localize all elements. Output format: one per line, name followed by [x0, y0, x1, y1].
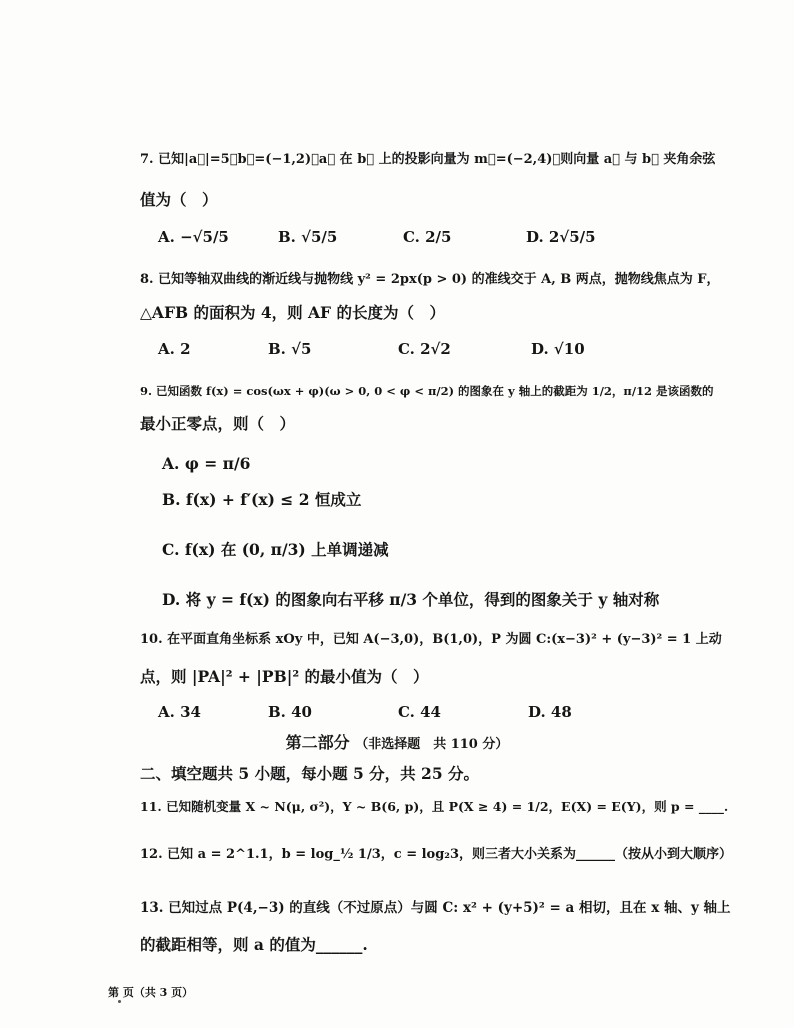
question-9-line-2: 最小正零点，则（ ）: [140, 414, 296, 433]
question-11: 11. 已知随机变量 X ~ N(μ, σ²)，Y ~ B(6, p)，且 P(X ≥ 4) = 1/2，E(X) = E(Y)，则 p = ____.: [140, 799, 729, 814]
question-9-option-c: C. f(x) 在 (0, π/3) 上单调递减: [162, 540, 389, 559]
question-9-option-b: B. f(x) + f′(x) ≤ 2 恒成立: [162, 490, 362, 509]
question-10-option-b: B. 40: [268, 703, 312, 721]
question-7-option-d: D. 2√5/5: [526, 228, 596, 246]
question-9-option-d: D. 将 y = f(x) 的图象向右平移 π/3 个单位，得到的图象关于 y 轴对称: [162, 590, 660, 609]
question-7-line-2: 值为（ ）: [140, 190, 218, 209]
section-2-heading: 二、填空题共 5 小题，每小题 5 分，共 25 分。: [140, 764, 480, 783]
question-7-line-1: 7. 已知|a⃗|=5，b⃗=(−1,2)，a⃗ 在 b⃗ 上的投影向量为 m⃗=(−2,4)，则向量 a⃗ 与 b⃗ 夹角余弦: [140, 152, 716, 167]
page-footer: 第 页（共 3 页）: [108, 986, 194, 999]
question-13-line-2: 的截距相等，则 a 的值为______.: [140, 935, 368, 954]
question-7-option-b: B. √5/5: [278, 228, 338, 246]
question-8-line-2: △AFB 的面积为 4，则 AF 的长度为（ ）: [140, 303, 445, 322]
question-9-line-1: 9. 已知函数 f(x) = cos(ωx + φ)(ω > 0, 0 < φ < π/2) 的图象在 y 轴上的截距为 1/2，π/12 是该函数的: [140, 384, 714, 398]
question-7-option-c: C. 2/5: [403, 228, 452, 246]
question-8-options: [158, 340, 718, 366]
question-10-option-a: A. 34: [158, 703, 201, 721]
scan-speck: [118, 1000, 121, 1003]
question-10-line-1: 10. 在平面直角坐标系 xOy 中，已知 A(−3,0)，B(1,0)，P 为圆 C:(x−3)² + (y−3)² = 1 上动: [140, 632, 722, 647]
part-two-heading: [0, 730, 794, 753]
question-8-option-d: D. √10: [531, 340, 585, 358]
question-8-option-b: B. √5: [268, 340, 312, 358]
question-10-line-2: 点，则 |PA|² + |PB|² 的最小值为（ ）: [140, 667, 429, 686]
question-12: 12. 已知 a = 2^1.1，b = log_½ 1/3，c = log₂3，则三者大小关系为______（按从小到大顺序）: [140, 847, 733, 862]
question-8-option-c: C. 2√2: [398, 340, 451, 358]
question-8-line-1: 8. 已知等轴双曲线的渐近线与抛物线 y² = 2px(p > 0) 的准线交于 A, B 两点，抛物线焦点为 F，: [140, 272, 720, 287]
part-two-title: 第二部分: [285, 733, 350, 752]
question-8-option-a: A. 2: [158, 340, 191, 358]
question-10-option-d: D. 48: [528, 703, 572, 721]
question-7-options: [158, 228, 718, 254]
question-10-options: [158, 703, 718, 729]
question-13-line-1: 13. 已知过点 P(4,−3) 的直线（不过原点）与圆 C: x² + (y+5)² = a 相切，且在 x 轴、y 轴上: [140, 900, 731, 916]
part-two-note: （非选择题 共 110 分）: [355, 737, 509, 752]
question-7-option-a: A. −√5/5: [158, 228, 229, 246]
question-9-option-a: A. φ = π/6: [162, 454, 251, 473]
question-10-option-c: C. 44: [398, 703, 441, 721]
